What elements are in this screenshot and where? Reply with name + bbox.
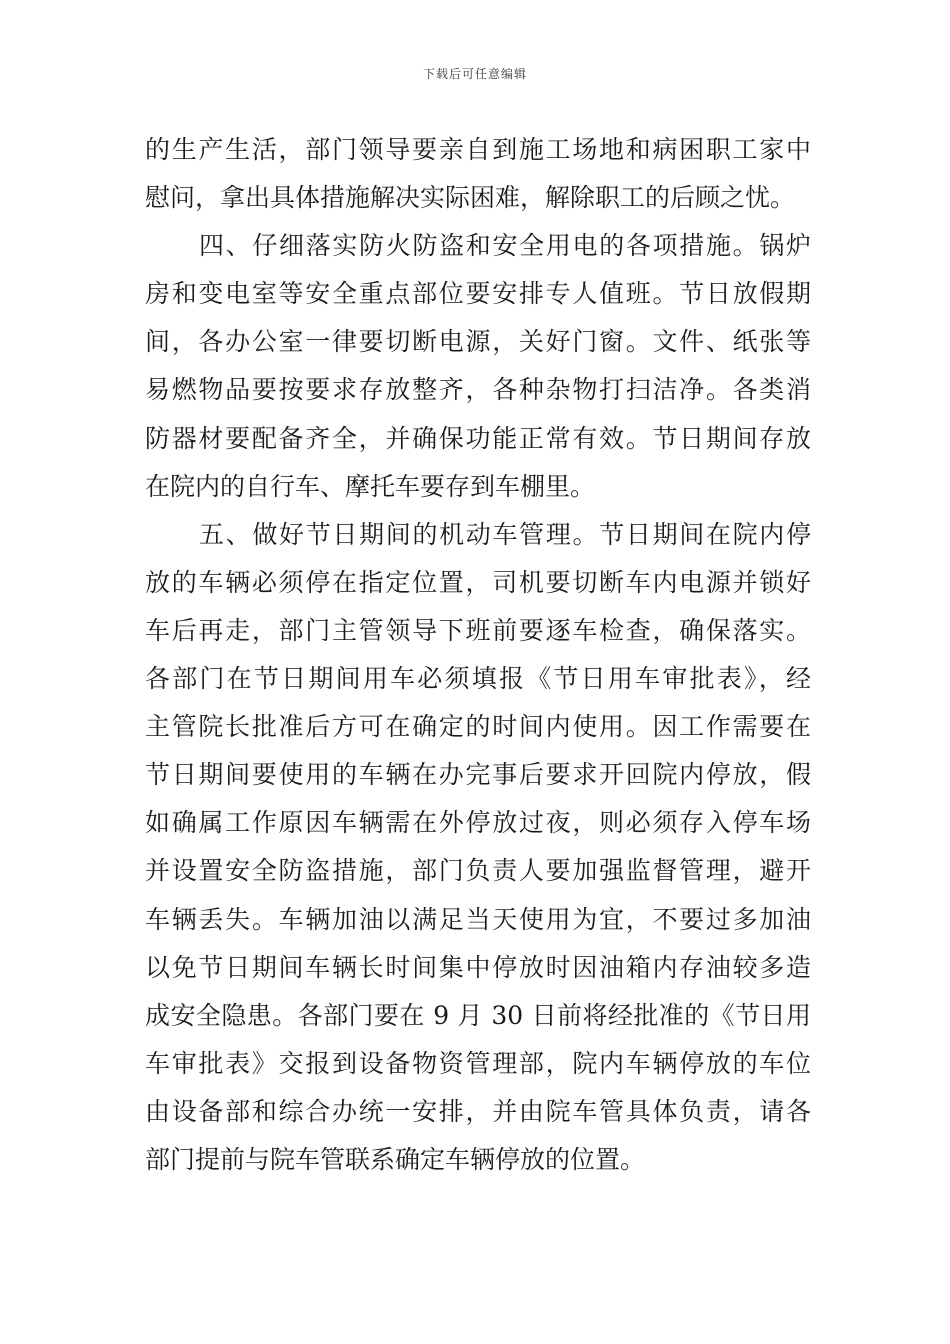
document-body bbox=[145, 126, 811, 1184]
paragraph-line: 放的车辆必须停在指定位置，司机要切断车内电源并锁好 bbox=[145, 567, 811, 597]
paragraph-line: 易燃物品要按要求存放整齐，各种杂物打扫洁净。各类消 bbox=[145, 375, 811, 405]
paragraph-line: 车辆丢失。车辆加油以满足当天使用为宜，不要过多加油 bbox=[145, 904, 811, 934]
page-header: 下载后可任意编辑 bbox=[422, 67, 527, 81]
paragraph-line: 各部门在节日期间用车必须填报《节日用车审批表》，经 bbox=[145, 664, 811, 694]
paragraph-line: 房和变电室等安全重点部位要安排专人值班。节日放假期 bbox=[145, 279, 811, 309]
paragraph-line: 防器材要配备齐全，并确保功能正常有效。节日期间存放 bbox=[145, 423, 811, 453]
paragraph-line: 的生产生活，部门领导要亲自到施工场地和病困职工家中 bbox=[145, 135, 811, 164]
paragraph-line: 以免节日期间车辆长时间集中停放时因油箱内存油较多造 bbox=[145, 952, 811, 982]
paragraph-line: 由设备部和综合办统一安排，并由院车管具体负责，请各 bbox=[145, 1096, 811, 1126]
paragraph-line: 节日期间要使用的车辆在办完事后要求开回院内停放，假 bbox=[145, 760, 811, 790]
paragraph-line: 车审批表》交报到设备物资管理部，院内车辆停放的车位 bbox=[145, 1048, 811, 1078]
paragraph-line: 五、做好节日期间的机动车管理。节日期间在院内停 bbox=[199, 519, 811, 549]
paragraph-line: 并设置安全防盗措施，部门负责人要加强监督管理，避开 bbox=[145, 856, 811, 886]
paragraph-line: 如确属工作原因车辆需在外停放过夜，则必须存入停车场 bbox=[145, 808, 811, 838]
paragraph-line: 在院内的自行车、摩托车要存到车棚里。 bbox=[145, 471, 596, 501]
paragraph-line: 车后再走，部门主管领导下班前要逐车检查，确保落实。 bbox=[145, 615, 811, 645]
paragraph-line: 部门提前与院车管联系确定车辆停放的位置。 bbox=[145, 1144, 646, 1174]
paragraph-line: 间，各办公室一律要切断电源，关好门窗。文件、纸张等 bbox=[145, 327, 811, 357]
paragraph-line: 四、仔细落实防火防盗和安全用电的各项措施。锅炉 bbox=[199, 231, 811, 261]
paragraph-line: 成安全隐患。各部门要在 9 月 30 日前将经批准的《节日用 bbox=[145, 1000, 811, 1030]
paragraph-line: 慰问，拿出具体措施解决实际困难，解除职工的后顾之忧。 bbox=[145, 183, 796, 213]
paragraph-line: 主管院长批准后方可在确定的时间内使用。因工作需要在 bbox=[145, 712, 811, 742]
